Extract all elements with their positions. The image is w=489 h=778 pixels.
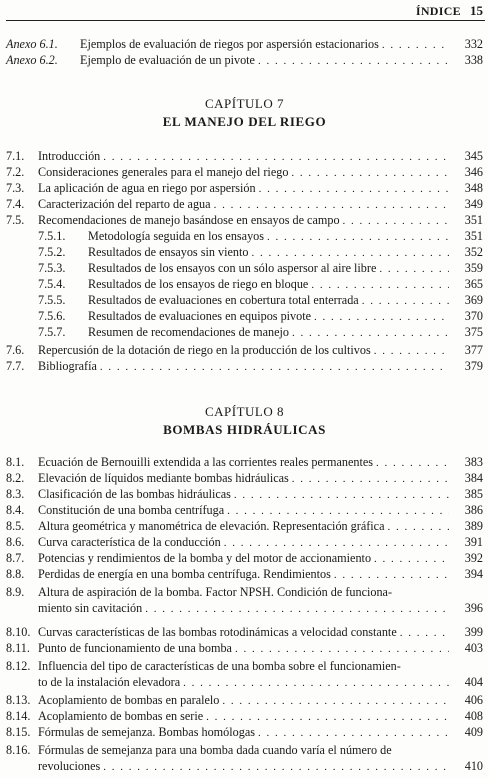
toc-entry [0, 502, 489, 518]
entry-number: 8.1. [6, 455, 25, 469]
entry-number: 8.12. [6, 659, 31, 673]
entry-title: Repercusión de la dotación de riego en la producción de los cultivos [38, 343, 371, 357]
entry-title-line2: miento sin cavitación [38, 601, 143, 615]
entry-title: Elevación de líquidos mediante bombas hidráulicas [38, 471, 289, 485]
toc-entry [0, 470, 489, 486]
entry-page: 396 [464, 601, 483, 615]
entry-page: 408 [464, 709, 483, 723]
entry-page: 346 [464, 165, 483, 179]
entry-page: 392 [464, 551, 483, 565]
entry-number: 8.14. [6, 709, 31, 723]
entry-page: 399 [464, 625, 483, 639]
subentry-title: Resultados de ensayos sin viento [88, 245, 249, 259]
subentry-page: 351 [464, 229, 483, 243]
toc-entry [0, 624, 489, 640]
annex-number: 6.2. [39, 53, 58, 67]
entry-title: Caracterización del reparto de agua [38, 197, 211, 211]
toc-subentry [0, 260, 489, 276]
toc-subentry [0, 276, 489, 292]
entry-number: 7.5. [6, 213, 25, 227]
toc-entry-multiline [0, 584, 489, 616]
entry-number: 8.13. [6, 693, 31, 707]
subentry-page: 370 [464, 309, 483, 323]
subentry-number: 7.5.1. [38, 229, 66, 243]
subentry-page: 369 [464, 293, 483, 307]
header-title: ÍNDICE [415, 4, 461, 18]
entry-page: 379 [464, 359, 483, 373]
toc-entry [0, 534, 489, 550]
entry-title: Clasificación de las bombas hidráulicas [38, 487, 231, 501]
annex-title: Ejemplo de evaluación de un pivote [80, 53, 255, 67]
entry-number: 8.9. [6, 585, 25, 599]
entry-title-line2: revoluciones [38, 759, 101, 773]
entry-number: 8.15. [6, 725, 31, 739]
entry-page: 348 [464, 181, 483, 195]
toc-entry [0, 518, 489, 534]
entry-number: 7.3. [6, 181, 25, 195]
entry-number: 8.8. [6, 567, 25, 581]
entry-title: Curvas características de las bombas rotodinámicas a velocidad constante [38, 625, 397, 639]
entry-page: 406 [464, 693, 483, 707]
subentry-title: Metodología seguida en los ensayos [88, 229, 265, 243]
entry-title: Fórmulas de semejanza. Bombas homólogas [38, 725, 255, 739]
annex-label: Anexo [6, 53, 37, 67]
entry-number: 8.16. [6, 743, 31, 757]
toc-entry [0, 342, 489, 358]
entry-page: 389 [464, 519, 483, 533]
toc-entry [0, 640, 489, 656]
toc-entry [0, 454, 489, 470]
toc-entry [0, 550, 489, 566]
entry-title: Punto de funcionamiento de una bomba [38, 641, 232, 655]
toc-subentry [0, 308, 489, 324]
annex-entry [0, 36, 489, 52]
toc-entry [0, 358, 489, 374]
entry-number: 8.7. [6, 551, 25, 565]
subentry-page: 375 [464, 325, 483, 339]
entry-title-line1: Altura de aspiración de la bomba. Factor NPSH. Condición de funciona- [38, 585, 393, 599]
entry-title: Curva característica de la conducción [38, 535, 221, 549]
entry-title: Potencias y rendimientos de la bomba y del motor de accionamiento [38, 551, 372, 565]
subentry-number: 7.5.7. [38, 325, 66, 339]
annex-title: Ejemplos de evaluación de riegos por aspersión estacionarios [80, 37, 379, 51]
annex-label: Anexo [6, 37, 37, 51]
entry-page: 383 [464, 455, 483, 469]
entry-title: La aplicación de agua en riego por aspersión [38, 181, 256, 195]
entry-number: 8.4. [6, 503, 25, 517]
entry-page: 409 [464, 725, 483, 739]
toc-entry [0, 708, 489, 724]
subentry-number: 7.5.6. [38, 309, 66, 323]
entry-title-line1: Influencia del tipo de características de una bomba sobre el funcionamien- [38, 659, 401, 673]
entry-page: 351 [464, 213, 483, 227]
toc-entry [0, 692, 489, 708]
chapter-7-title: EL MANEJO DEL RIEGO [162, 114, 327, 129]
annex-page: 338 [464, 53, 483, 67]
toc-entry [0, 212, 489, 228]
entry-title-line1: Fórmulas de semejanza para una bomba dada cuando varía el número de [38, 743, 392, 757]
entry-number: 7.1. [6, 149, 25, 163]
annex-page: 332 [464, 37, 483, 51]
entry-number: 7.7. [6, 359, 25, 373]
subentry-number: 7.5.3. [38, 261, 66, 275]
entry-page: 410 [464, 759, 483, 773]
entry-number: 8.3. [6, 487, 25, 501]
entry-title: Recomendaciones de manejo basándose en ensayos de campo [38, 213, 340, 227]
entry-number: 8.11. [6, 641, 30, 655]
entry-page: 394 [464, 567, 483, 581]
entry-number: 8.5. [6, 519, 25, 533]
chapter-7-label: CAPÍTULO 7 [204, 96, 285, 111]
entry-title: Consideraciones generales para el manejo del riego [38, 165, 289, 179]
toc-entry-multiline [0, 658, 489, 690]
entry-page: 386 [464, 503, 483, 517]
toc-entry [0, 486, 489, 502]
entry-number: 7.2. [6, 165, 25, 179]
toc-entry [0, 724, 489, 740]
annex-number: 6.1. [39, 37, 58, 51]
entry-page: 385 [464, 487, 483, 501]
entry-number: 7.6. [6, 343, 25, 357]
subentry-title: Resultados de los ensayos de riego en bloque [88, 277, 309, 291]
entry-page: 345 [464, 149, 483, 163]
toc-entry-multiline [0, 742, 489, 774]
entry-title: Acoplamiento de bombas en serie [38, 709, 204, 723]
entry-number: 8.10. [6, 625, 31, 639]
entry-title: Ecuación de Bernouilli extendida a las corrientes reales permanentes [38, 455, 374, 469]
entry-page: 377 [464, 343, 483, 357]
annex-entry [0, 52, 489, 68]
subentry-page: 365 [464, 277, 483, 291]
subentry-title: Resultados de evaluaciones en cobertura total enterrada [88, 293, 359, 307]
subentry-page: 359 [464, 261, 483, 275]
chapter-8-title: BOMBAS HIDRÁULICAS [163, 422, 326, 437]
toc-subentry [0, 324, 489, 340]
toc-entry [0, 566, 489, 582]
entry-page: 384 [464, 471, 483, 485]
entry-title: Acoplamiento de bombas en paralelo [38, 693, 220, 707]
toc-entry [0, 180, 489, 196]
entry-title: Perdidas de energía en una bomba centrífuga. Rendimientos [38, 567, 331, 581]
entry-page: 349 [464, 197, 483, 211]
subentry-title: Resultados de los ensayos con un sólo aspersor al aire libre [88, 261, 377, 275]
entry-title: Introducción [38, 149, 101, 163]
toc-entry [0, 196, 489, 212]
entry-title: Constitución de una bomba centrífuga [38, 503, 225, 517]
running-header [6, 2, 485, 21]
toc-subentry [0, 228, 489, 244]
subentry-title: Resultados de evaluaciones en equipos pivote [88, 309, 312, 323]
header-page-number: 15 [470, 3, 483, 18]
toc-subentry [0, 244, 489, 260]
chapter-8-label: CAPÍTULO 8 [204, 404, 285, 419]
entry-number: 8.2. [6, 471, 25, 485]
entry-page: 391 [464, 535, 483, 549]
entry-number: 8.6. [6, 535, 25, 549]
entry-page: 404 [464, 675, 483, 689]
entry-number: 7.4. [6, 197, 25, 211]
toc-subentry [0, 292, 489, 308]
toc-entry [0, 164, 489, 180]
subentry-number: 7.5.5. [38, 293, 66, 307]
subentry-number: 7.5.4. [38, 277, 66, 291]
entry-page: 403 [464, 641, 483, 655]
entry-title: Bibliografía [38, 359, 97, 373]
entry-title-line2: to de la instalación elevadora [38, 675, 181, 689]
entry-title: Altura geométrica y manométrica de elevación. Representación gráfica [38, 519, 385, 533]
subentry-number: 7.5.2. [38, 245, 66, 259]
subentry-title: Resumen de recomendaciones de manejo [88, 325, 290, 339]
toc-entry [0, 148, 489, 164]
subentry-page: 352 [464, 245, 483, 259]
